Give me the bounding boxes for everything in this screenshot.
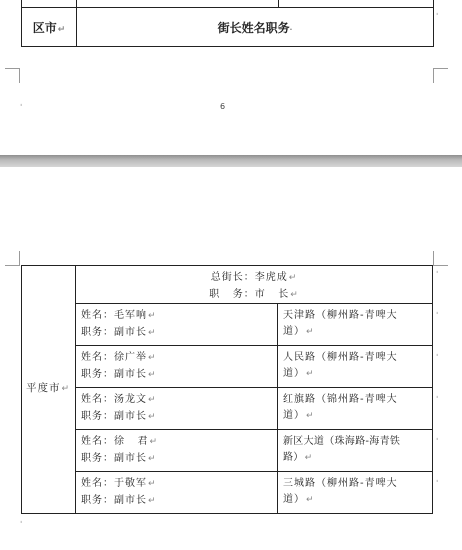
paragraph-mark-icon: ↵ [306,410,315,421]
table-row [22,388,433,430]
page-number: 6 [220,102,226,111]
official-post: 职务：副市长↵ [81,452,157,464]
paragraph-mark-icon: ↵ [148,479,157,489]
paragraph-mark-icon: ↵ [148,311,157,321]
official-post: 职务：副市长↵ [81,368,157,380]
paragraph-mark-icon: ↵ [148,327,157,338]
page-gap [0,155,462,167]
table-row [22,472,433,514]
street-line: 路）↵ [283,451,313,463]
paragraph-mark-icon: ↵ [148,353,157,363]
page-corner-mark-icon [5,68,20,83]
paragraph-mark-icon: · [289,25,293,34]
street-line: 道）↵ [283,367,315,379]
paragraph-mark-icon: ↵ [304,452,313,463]
street-line: 红旗路（锦州路-青啤大 [283,394,398,405]
official-name: 姓名：汤龙文↵ [81,394,157,405]
table-row [22,430,433,472]
paragraph-mark-icon: ↵ [61,384,71,395]
city-cell[interactable] [22,266,76,514]
name-post-header: 街长姓名职务 [217,20,290,35]
chief-post: 职 务：市 长↵ [209,288,299,300]
street-cell[interactable] [278,430,433,472]
official-cell[interactable] [76,304,278,346]
city-name: 平度市 [26,382,61,395]
official-post: 职务：副市长↵ [81,410,157,422]
street-line: 三城路（柳州路-青啤大 [283,478,398,489]
paragraph-mark-icon: ↵ [148,369,157,380]
paragraph-mark-icon: ↵ [148,453,157,464]
official-cell[interactable] [76,346,278,388]
official-cell[interactable] [76,472,278,514]
official-post: 职务：副市长↵ [81,326,157,338]
paragraph-mark-icon: ˈ [20,520,23,529]
street-line: 道）↵ [283,325,315,337]
street-cell[interactable] [278,346,433,388]
chief-name: 总街长：李虎成↵ [210,272,298,283]
chief-cell[interactable] [76,266,433,304]
official-post: 职务：副市长↵ [81,494,157,506]
end-of-row-mark-icon: ˈ [436,270,439,279]
street-cell[interactable] [278,472,433,514]
paragraph-mark-icon: ↵ [148,395,157,405]
paragraph-mark-icon: ↵ [148,411,157,422]
page-corner-mark-icon [5,251,20,266]
end-of-row-mark-icon: ˈ [436,12,439,21]
street-chief-table [21,265,433,514]
paragraph-mark-icon: ↵ [149,437,159,447]
paragraph-mark-icon: ↵ [306,368,315,379]
table-row [22,304,433,346]
table-row [22,346,433,388]
official-name: 姓名：徐广举↵ [81,352,157,363]
street-cell[interactable] [278,304,433,346]
paragraph-mark-icon: ˈ [20,103,23,112]
street-line: 道）↵ [283,409,315,421]
official-cell[interactable] [76,388,278,430]
name-post-header-cell[interactable] [77,8,434,47]
official-name: 姓名：徐 君↵ [81,436,159,447]
paragraph-mark-icon: ↵ [288,273,298,283]
table-cell [279,0,434,8]
street-cell[interactable] [278,388,433,430]
table-cell [77,0,279,8]
official-cell[interactable] [76,430,278,472]
street-line: 人民路（柳州路-青啤大 [283,352,398,363]
paragraph-mark-icon: ↵ [306,494,315,505]
district-header-cell[interactable] [22,8,77,47]
street-line: 天津路（柳州路-青啤大 [283,310,398,321]
previous-page-table [21,0,434,47]
paragraph-mark-icon: ↵ [148,495,157,506]
end-of-row-mark-icon: ˈ [436,395,439,404]
paragraph-mark-icon: ↵ [57,24,66,35]
paragraph-mark-icon: ↵ [290,289,299,300]
end-of-row-mark-icon: ˈ [436,437,439,446]
official-name: 姓名：毛军响↵ [81,310,157,321]
district-header: 区市 [32,20,57,35]
official-name: 姓名：于敬军↵ [81,478,157,489]
table-cell [22,0,77,8]
paragraph-mark-icon: ↵ [306,326,315,337]
end-of-row-mark-icon: ˈ [436,479,439,488]
page-corner-mark-icon [433,68,448,83]
street-line: 新区大道（珠海路-海青铁 [283,436,401,447]
street-line: 道）↵ [283,493,315,505]
end-of-row-mark-icon: ˈ [436,311,439,320]
end-of-row-mark-icon: ˈ [436,353,439,362]
page-corner-mark-icon [433,251,448,266]
